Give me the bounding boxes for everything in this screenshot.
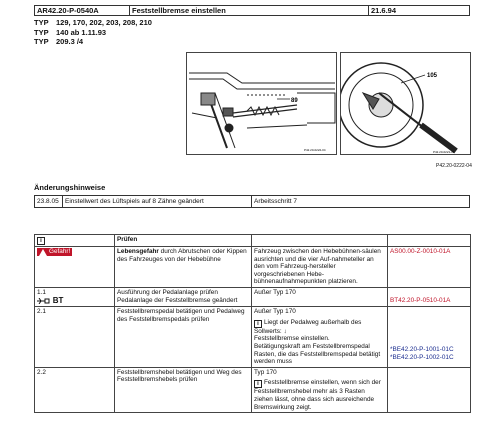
step-row-1-1: 1.1 BT Ausführung der Pedalanlage prüfen Pedalanlage der Feststellbremse geändert Außer Typ 170 BT42.20-P-0510-01A bbox=[35, 287, 471, 306]
spec-reference-link-1[interactable]: *BE42.20-P-1001-01C bbox=[390, 346, 454, 354]
danger-badge: Gefahr! bbox=[37, 248, 72, 256]
bt-reference-link[interactable]: BT42.20-P-0510-01A bbox=[390, 296, 451, 304]
header-title: Prüfen bbox=[115, 235, 252, 247]
info-icon: i bbox=[37, 237, 45, 245]
type-row: TYP 140 ab 1.11.93 bbox=[34, 27, 107, 37]
illustration-brake-cable bbox=[186, 52, 337, 155]
type-row: TYP 209.3 /4 bbox=[34, 37, 84, 46]
figure-reference: P42.20-0222-04 bbox=[436, 163, 472, 169]
danger-measure: Fahrzeug zwischen den Hebebühnen-säulen ausrichten und die vier Auf-nahmeteller an den vom Fahrzeug-hersteller vorgeschriebenen Hebe-bühnenaufnahmepunkten platzieren. bbox=[252, 247, 388, 288]
bt-label: BT bbox=[52, 295, 64, 305]
type-row: TYP 129, 170, 202, 203, 208, 210 bbox=[34, 18, 152, 27]
callout-105: 105 bbox=[427, 73, 438, 79]
vehicle-types bbox=[34, 18, 152, 47]
table-header-row bbox=[35, 235, 471, 247]
spec-reference-link-2[interactable]: *BE42.20-P-1002-01C bbox=[390, 353, 454, 361]
procedure-table bbox=[34, 234, 471, 413]
change-step: Arbeitsschritt 7 bbox=[254, 198, 297, 205]
warning-triangle-icon bbox=[39, 249, 47, 256]
changes-title: Änderungshinweise bbox=[34, 183, 106, 192]
doc-title: Feststellbremse einstellen bbox=[130, 6, 369, 15]
danger-reference-link[interactable]: AS00.00-Z-0010-01A bbox=[388, 247, 471, 288]
brake-cable-drawing bbox=[187, 53, 337, 155]
danger-row: Gefahr! Lebensgefahr durch Abrutschen oder Kippen des Fahrzeuges von der Hebebühne Fahrzeug zwischen den Hebebühnen-säulen ausrichten und die vier Auf-nahmeteller an den vom Fahrzeug-hersteller vorgeschriebenen Hebe-bühnenaufnahmepunkten platzieren. AS00.00-Z-0010-01A bbox=[35, 247, 471, 288]
figure-code-left: P42.20-0222-04 bbox=[304, 148, 326, 152]
change-text: Einstellwert des Lüftspiels auf 8 Zähne geändert bbox=[63, 196, 252, 207]
adjusting-tool-drawing bbox=[341, 53, 471, 155]
illustration-adjusting-tool bbox=[340, 52, 471, 155]
hint-icon: i bbox=[254, 380, 262, 388]
document-header bbox=[34, 5, 470, 16]
changes-row bbox=[34, 195, 470, 208]
tool-icon bbox=[37, 298, 51, 304]
step-condition: Außer Typ 170 bbox=[252, 287, 388, 306]
figure-code-right: P42.20-0221-01 bbox=[433, 150, 455, 154]
change-date: 23.8.05 bbox=[35, 196, 63, 207]
hint-icon: i bbox=[254, 320, 262, 328]
step-row-2-1: 2.1 Feststellbremspedal betätigen und Pedalweg des Feststellbremspedals prüfen Außer Typ 170 i Liegt der Pedalweg außerhalb des Sollwerts: ↓ Feststellbremse einstellen. Betätigungskraft am Feststellbremspedal Rasten, die das Feststellbremspedal betätigt werden muss *BE42.20-P-1001-01C *BE42.20-P-1002-01C bbox=[35, 307, 471, 368]
step-row-2-2: 2.2 Feststellbremshebel betätigen und Weg des Feststellbremshebels prüfen Typ 170 i Feststellbremse einstellen, wenn sich der Feststellbremshebel mehr als 3 Rasten ziehen lässt, ohne dass sich ausreichende Bremswirkung zeigt. bbox=[35, 367, 471, 412]
doc-number: AR42.20-P-0540A bbox=[35, 6, 130, 15]
doc-date: 21.6.94 bbox=[371, 6, 397, 15]
callout-89: 89 bbox=[291, 98, 298, 104]
